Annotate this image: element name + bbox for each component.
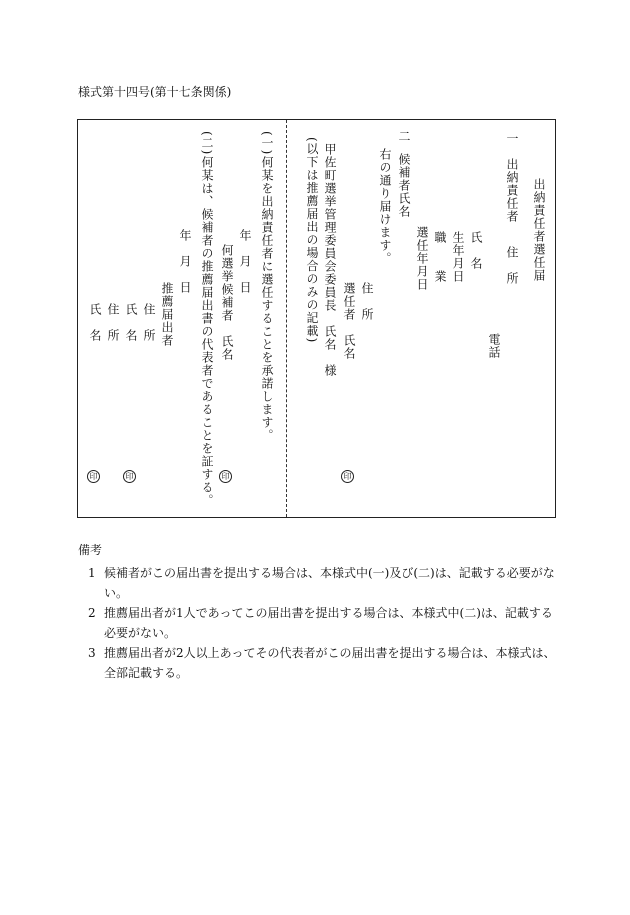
consent-text: 何某を出納責任者に選任することを承諾します。 <box>260 156 274 442</box>
appointer-name-label: 選任者 氏名 <box>342 282 356 360</box>
consent-number: (一) <box>260 131 274 156</box>
appointer-seal: 印 <box>341 470 354 483</box>
recommender1-seal: 印 <box>123 470 136 483</box>
note-item <box>88 563 558 603</box>
note-item <box>88 643 558 683</box>
note-item <box>88 603 558 643</box>
recommender1-address: 住 所 <box>142 303 156 342</box>
certify-number: (二) <box>200 131 214 156</box>
note-text: 推薦届出者が1人であってこの届出書を提出する場合は、本様式中(二)は、記載する必要がない。 <box>104 606 553 640</box>
recommend-note: (以下は推薦届出の場合のみの記載) <box>305 137 319 344</box>
notes-title: 備考 <box>78 543 103 557</box>
recommender2-address: 住 所 <box>106 303 120 342</box>
appointer-address-label: 住 所 <box>360 282 374 321</box>
note-number: 2 <box>88 606 96 620</box>
recommender2-seal: 印 <box>87 470 100 483</box>
note-text: 推薦届出者が2人以上あってその代表者がこの届出書を提出する場合は、本様式は、全部記載する。 <box>104 646 556 680</box>
document-title: 出納責任者選任届 <box>532 178 546 282</box>
section1-number: 一 <box>505 132 519 145</box>
section1-appointment-date-label: 選任年月日 <box>415 226 429 291</box>
consent-date: 年 月 日 <box>238 229 252 294</box>
section1-phone-label: 電話 <box>487 333 501 359</box>
section1-occupation-label: 職 業 <box>433 231 447 283</box>
addressee-text: 甲佐町選挙管理委員会委員長 氏名 様 <box>323 143 337 377</box>
note-number: 1 <box>88 566 96 580</box>
consent-seal: 印 <box>219 470 232 483</box>
section1-title: 出納責任者 <box>505 158 519 223</box>
dashed-divider <box>286 120 287 517</box>
certify-text: 何某は、候補者の推薦届出書の代表者であることを証する。 <box>200 156 214 507</box>
section1-address-label: 住 所 <box>505 246 519 285</box>
form-number-label: 様式第十四号(第十七条関係) <box>78 85 232 99</box>
section2-number: 二 <box>397 130 411 143</box>
recommender-label: 推薦届出者 <box>160 282 174 347</box>
certify-date: 年 月 日 <box>178 229 192 294</box>
consent-signer: 何選挙候補者 氏名 <box>220 244 234 361</box>
section1-name-label: 氏 名 <box>469 231 483 270</box>
section1-birth-label: 生年月日 <box>451 231 465 283</box>
recommender1-name: 氏 名 <box>124 303 138 342</box>
note-number: 3 <box>88 646 96 660</box>
section2-title: 候補者氏名 <box>397 153 411 218</box>
declaration-text: 右の通り届けます。 <box>378 148 392 265</box>
recommender2-name: 氏 名 <box>88 303 102 342</box>
notes-section <box>78 540 558 683</box>
note-text: 候補者がこの届出書を提出する場合は、本様式中(一)及び(二)は、記載する必要がない。 <box>104 566 555 600</box>
